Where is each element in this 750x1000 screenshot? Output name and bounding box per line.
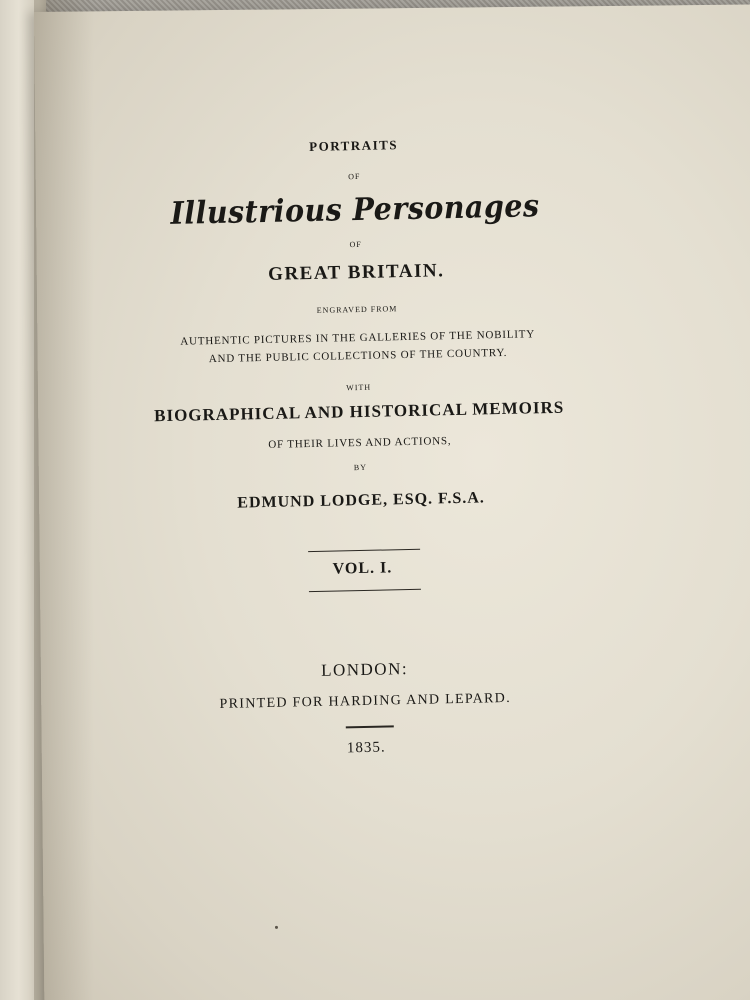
paper-speck [275, 926, 278, 929]
imprint-year: 1835. [346, 739, 386, 757]
heading-great-britain: GREAT BRITAIN. [267, 260, 445, 285]
volume-label: VOL. I. [332, 559, 393, 578]
author-name: EDMUND LODGE, ESQ. F.S.A. [237, 489, 485, 512]
connector-of-1: OF [348, 171, 361, 182]
lives-actions-text: OF THEIR LIVES AND ACTIONS, [268, 435, 452, 451]
imprint-printer: PRINTED FOR HARDING AND LEPARD. [219, 690, 512, 712]
by-text: BY [353, 462, 368, 473]
connector-of-2: OF [349, 239, 362, 250]
imprint-city: LONDON: [320, 659, 409, 680]
engraved-from-text: ENGRAVED FROM [316, 304, 398, 315]
authentic-pictures-text: AUTHENTIC PICTURES IN THE GALLERIES OF THE NOBILITY [180, 328, 536, 348]
volume-rule-bottom [309, 589, 421, 592]
imprint-rule [346, 725, 394, 728]
heading-portraits: PORTRAITS [309, 137, 399, 154]
volume-rule-top [308, 549, 420, 552]
with-text: WITH [346, 382, 372, 393]
public-collections-text: AND THE PUBLIC COLLECTIONS OF THE COUNTRY. [208, 346, 508, 366]
heading-memoirs: BIOGRAPHICAL AND HISTORICAL MEMOIRS [153, 397, 565, 426]
heading-illustrious-personages: Illustrious Personages [170, 188, 540, 232]
